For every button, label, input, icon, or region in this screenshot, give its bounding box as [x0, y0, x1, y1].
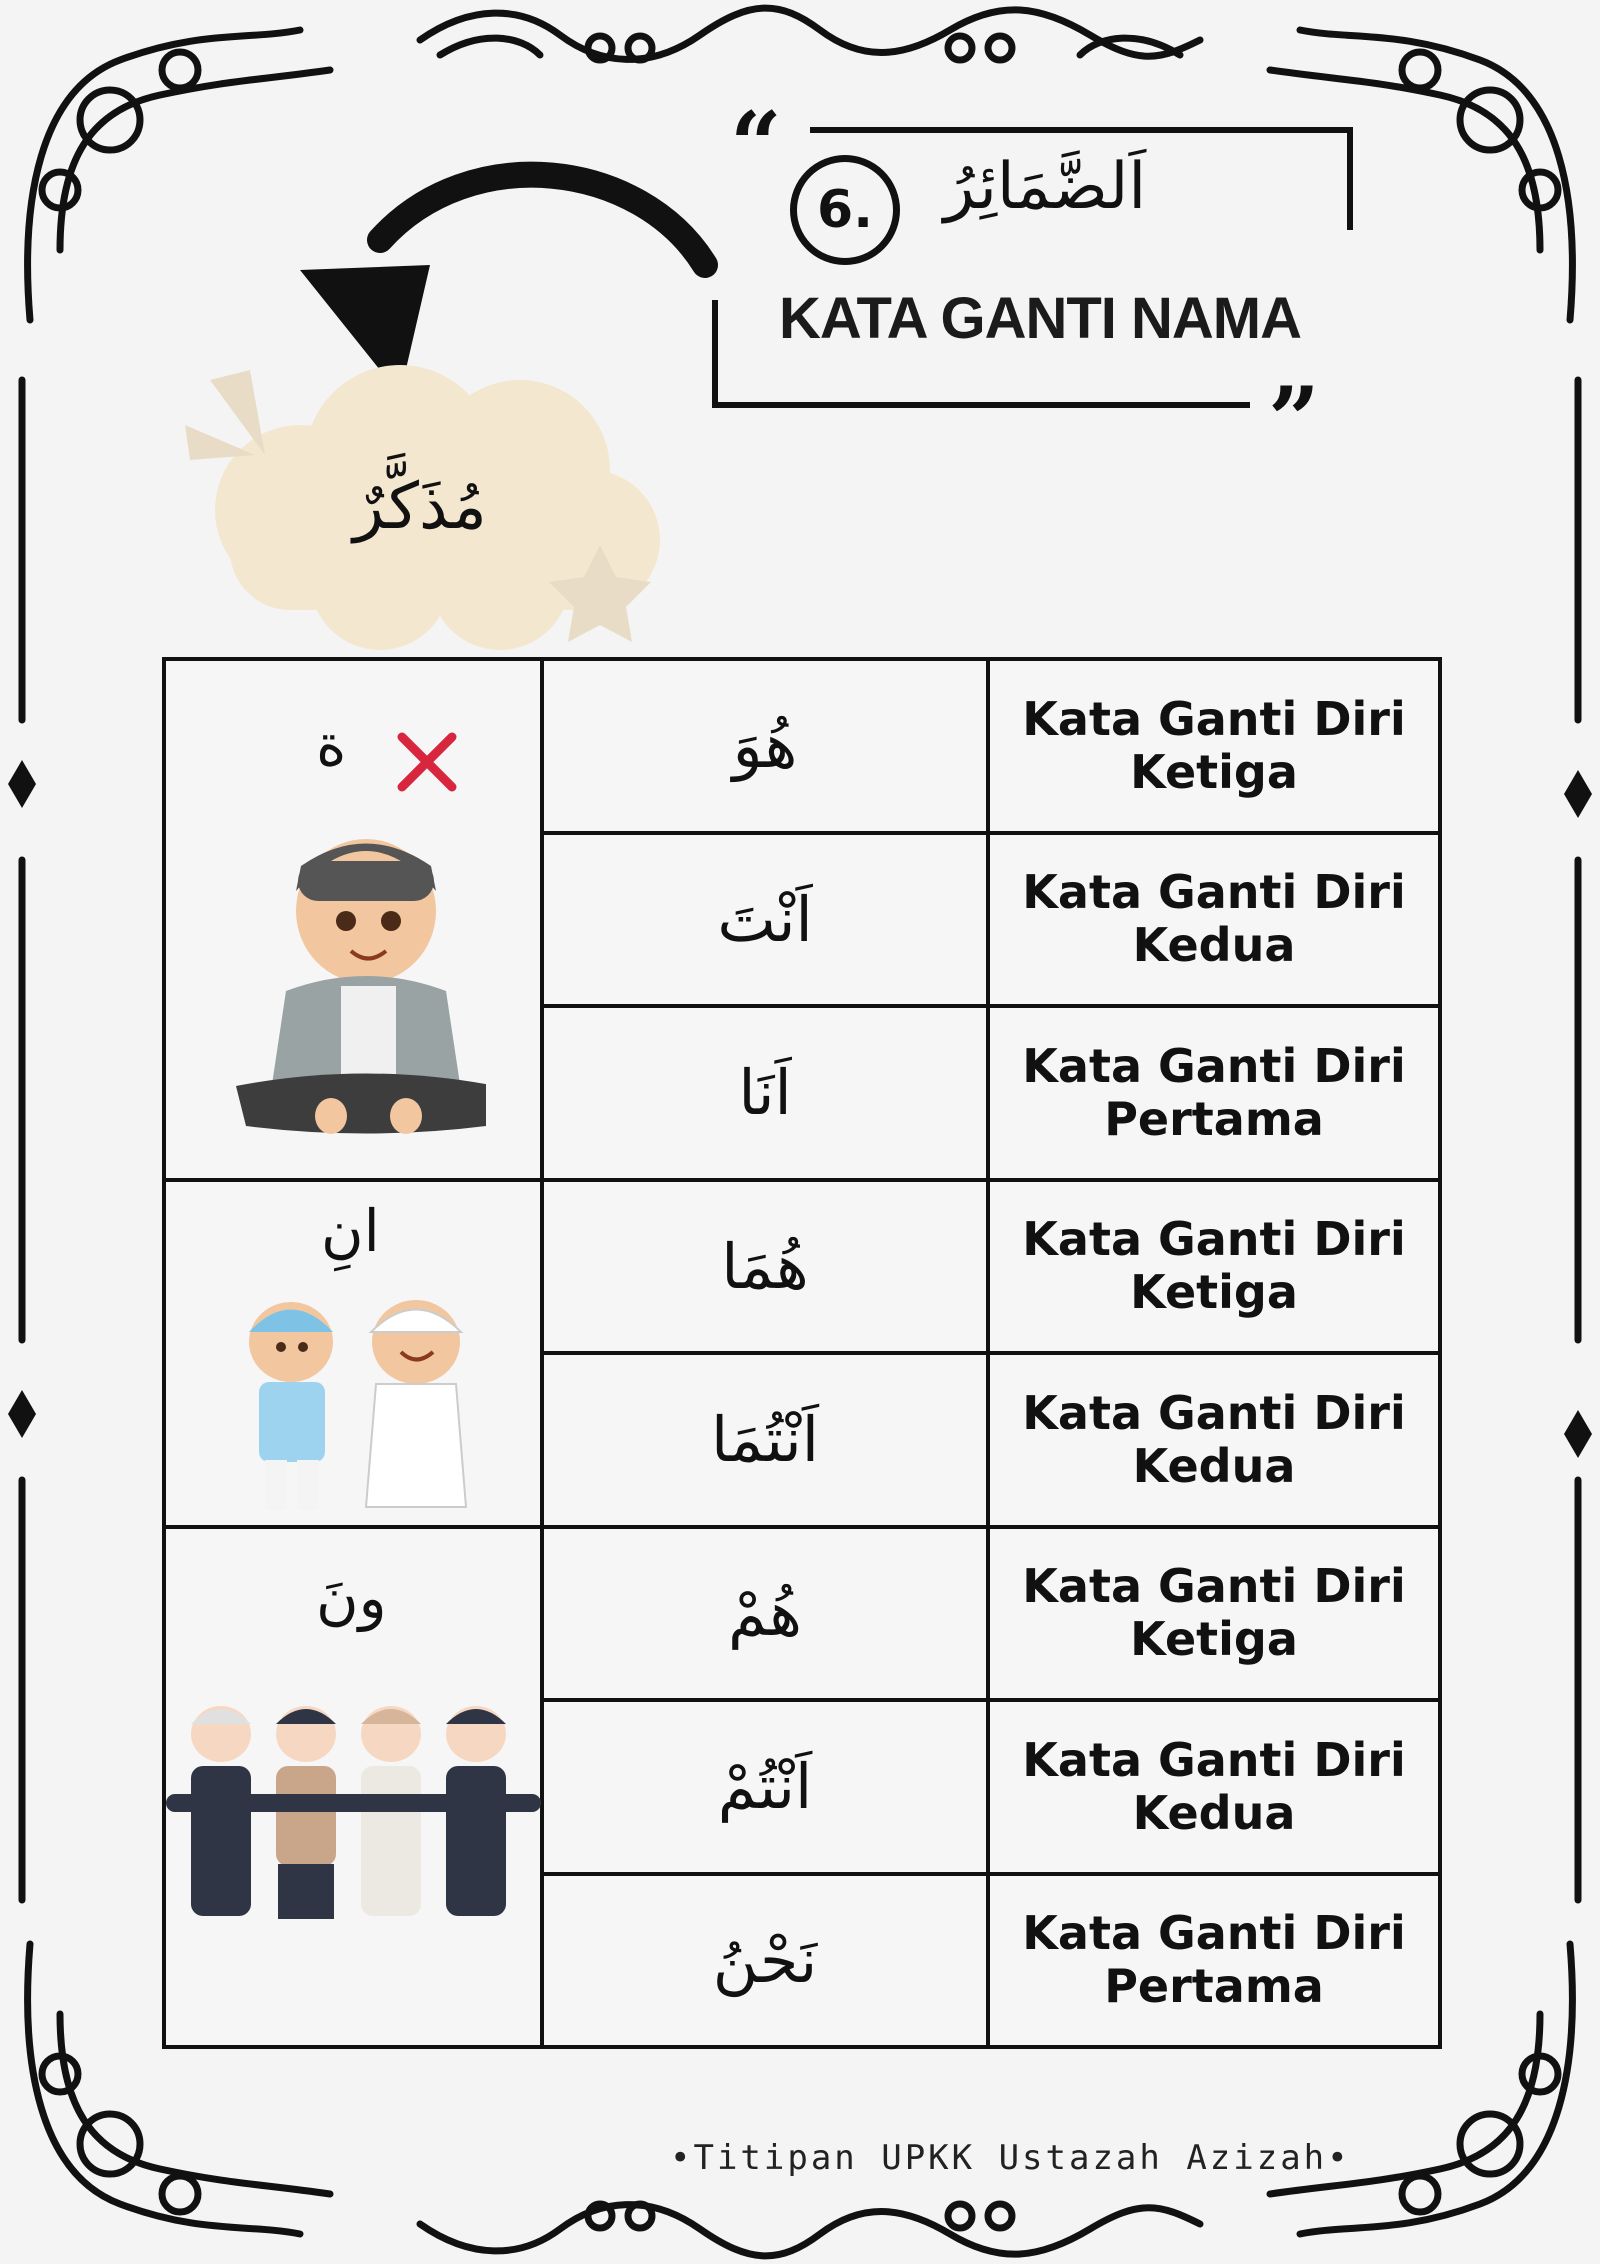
pronoun-description: Kata Ganti Diri Ketiga — [988, 1527, 1440, 1701]
pronoun-description: Kata Ganti Diri Kedua — [988, 833, 1440, 1007]
table-row — [164, 1527, 1440, 1701]
page-subtitle: KATA GANTI NAMA — [779, 286, 1301, 351]
pronoun-arabic: هُمَا — [542, 1180, 988, 1354]
pronoun-table — [162, 657, 1442, 2049]
pronoun-arabic: اَنْتُمَا — [542, 1353, 988, 1527]
boy-sitting-illustration — [226, 821, 486, 1141]
pronoun-arabic: نَحْنُ — [542, 1874, 988, 2048]
pronoun-arabic: هُمْ — [542, 1527, 988, 1701]
suffix-label: ونَ — [316, 1563, 387, 1632]
four-boys-illustration — [166, 1704, 541, 1974]
pronoun-description: Kata Ganti Diri Kedua — [988, 1353, 1440, 1527]
footer-credit: •Titipan UPKK Ustazah Azizah• — [670, 2138, 1351, 2178]
group-plural — [164, 1527, 542, 2048]
section-number: 6. — [790, 155, 900, 265]
pronoun-description: Kata Ganti Diri Kedua — [988, 1700, 1440, 1874]
pronoun-arabic: اَنَا — [542, 1006, 988, 1180]
arabic-title: اَلضَّمَائِرُ — [943, 150, 1147, 224]
group-dual — [164, 1180, 542, 1527]
pronoun-arabic: هُوَ — [542, 659, 988, 833]
pronoun-description: Kata Ganti Diri Pertama — [988, 1006, 1440, 1180]
table-row — [164, 1180, 1440, 1354]
pronoun-arabic: اَنْتَ — [542, 833, 988, 1007]
group-singular — [164, 659, 542, 1180]
cloud-label: مُذَكَّرٌ — [353, 470, 487, 544]
suffix-label: ة — [316, 711, 347, 779]
pronoun-description: Kata Ganti Diri Ketiga — [988, 1180, 1440, 1354]
pronoun-description: Kata Ganti Diri Ketiga — [988, 659, 1440, 833]
table-row — [164, 659, 1440, 833]
open-quote-mark: “ — [730, 92, 782, 198]
pronoun-description: Kata Ganti Diri Pertama — [988, 1874, 1440, 2048]
pronoun-arabic: اَنْتُمْ — [542, 1700, 988, 1874]
suffix-label: انِ — [321, 1196, 380, 1265]
curved-arrow-icon — [380, 175, 705, 265]
x-icon — [396, 731, 458, 793]
two-boys-illustration — [221, 1292, 491, 1522]
close-quote-mark: ” — [1268, 367, 1320, 473]
